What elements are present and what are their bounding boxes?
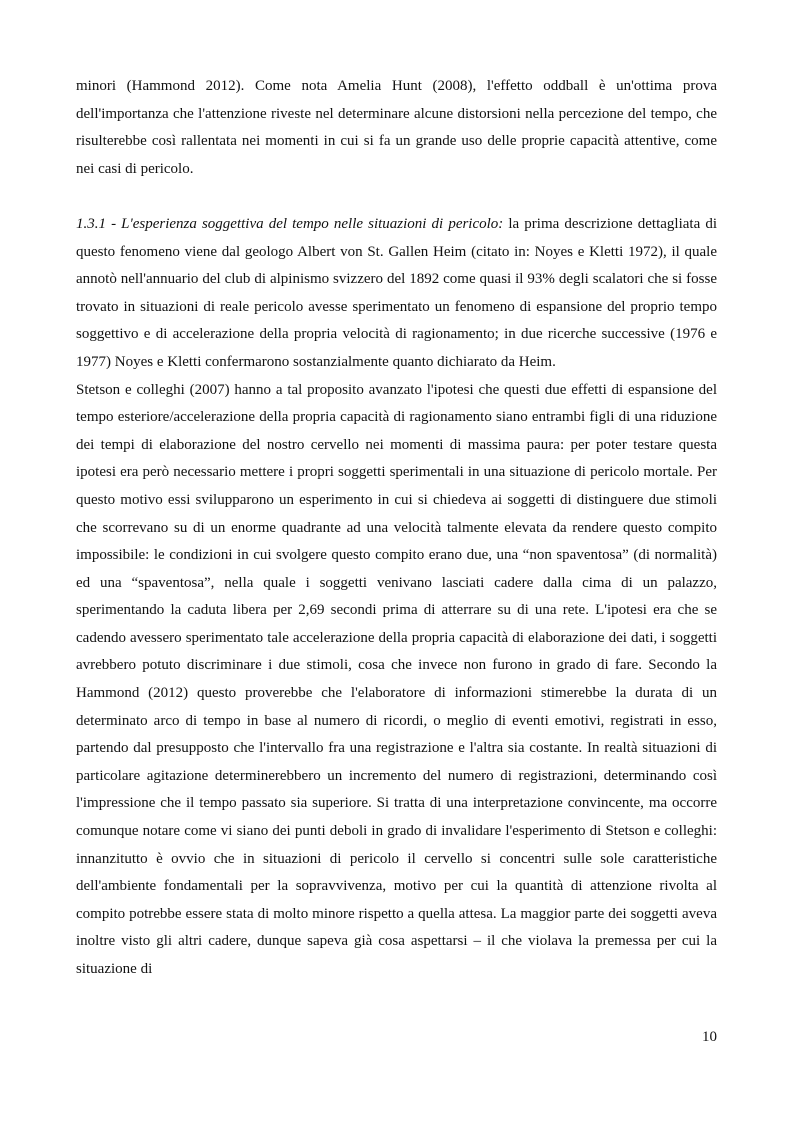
- paragraph-gap: [76, 183, 717, 211]
- document-body: [76, 73, 717, 984]
- paragraph-intro: minori (Hammond 2012). Come nota Amelia Hunt (2008), l'effetto oddball è un'ottima prova dell'importanza che l'attenzione riveste nel determinare alcune distorsioni nella percezione del tempo, che risulterebbe così rallentata nei momenti in cui si fa un grande uso delle proprie capacità attentive, come nei casi di pericolo.: [76, 78, 717, 177]
- section-heading: 1.3.1 - L'esperienza soggettiva del tempo nelle situazioni di pericolo:: [76, 215, 504, 232]
- paragraph-section: [76, 211, 717, 377]
- section-text: la prima descrizione dettagliata di questo fenomeno viene dal geologo Albert von St. Gallen Heim (citato in: Noyes e Kletti 1972), il quale annotò nell'annuario del club di alpinismo svizzero del 1892 come quasi il 93% degli scalatori che si fosse trovato in situazioni di reale pericolo avesse sperimentato un fenomeno di espansione del proprio tempo soggettivo e di accelerazione della propria velocità di ragionamento; in due ricerche successive (1976 e 1977) Noyes e Kletti confermarono sostanzialmente quanto dichiarato da Heim.: [76, 215, 717, 370]
- page-number: 10: [702, 1029, 717, 1045]
- paragraph-stetson: Stetson e colleghi (2007) hanno a tal proposito avanzato l'ipotesi che questi due effetti di espansione del tempo esteriore/accelerazione della propria capacità di ragionamento siano entrambi figli di una riduzione dei tempi di elaborazione del nostro cervello nei momenti di massima paura: per poter testare questa ipotesi era però necessario mettere i propri soggetti sperimentali in una situazione di pericolo mortale. Per questo motivo essi svilupparono un esperimento in cui si chiedeva ai soggetti di distinguere due stimoli che scorrevano su di un enorme quadrante ad una velocità talmente elevata da rendere questo compito impossibile: le condizioni in cui svolgere questo compito erano due, una “non spaventosa” (di normalità) ed una “spaventosa”, nella quale i soggetti venivano lasciati cadere dalla cima di un palazzo, sperimentando la caduta libera per 2,69 secondi prima di atterrare su di una rete. L'ipotesi era che se cadendo avessero sperimentato tale accelerazione della propria capacità di elaborazione dei dati, i soggetti avrebbero potuto discriminare i due stimoli, cosa che invece non furono in grado di fare. Secondo la Hammond (2012) questo proverebbe che l'elaboratore di informazioni stimerebbe la durata di un determinato arco di tempo in base al numero di ricordi, o meglio di eventi emotivi, registrati in esso, partendo dal presupposto che l'intervallo fra una registrazione e l'altra sia costante. In realtà situazioni di particolare agitazione determinerebbero un incremento del numero di registrazioni, determinando così l'impressione che il tempo passato sia superiore. Si tratta di una interpretazione convincente, ma occorre comunque notare come vi siano dei punti deboli in grado di invalidare l'esperimento di Stetson e colleghi: innanzitutto è ovvio che in situazioni di pericolo il cervello si concentri sulle sole caratteristiche dell'ambiente fondamentali per la sopravvivenza, motivo per cui la quantità di attenzione rivolta al compito potrebbe essere stata di molto minore rispetto a quella attesa. La maggior parte dei soggetti aveva inoltre visto gli altri cadere, dunque sapeva già cosa aspettarsi – il che violava la premessa per cui la situazione di: [76, 381, 717, 977]
